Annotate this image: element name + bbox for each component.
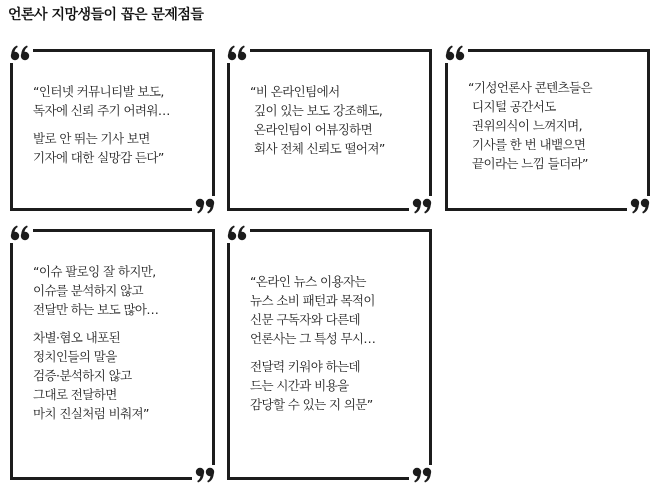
quote-line: 그대로 전달하면 — [33, 387, 117, 402]
quote-paragraph — [33, 328, 206, 423]
quote-line: 끝이라는 느낌 들더라” — [472, 156, 588, 171]
close-quote-icon — [409, 196, 435, 216]
quote-line: “이슈 팔로잉 잘 하지만, — [33, 264, 156, 279]
open-quote-icon — [224, 43, 250, 63]
quote-line: 권위의식이 느껴지며, — [472, 118, 583, 133]
quote-line: 검증·분석하지 않고 — [33, 368, 132, 383]
quote-line: 전달력 키워야 하는데 — [250, 359, 361, 374]
quote-paragraph — [250, 272, 423, 348]
quote-paragraph — [250, 82, 423, 158]
close-quote-icon — [409, 465, 435, 485]
quote-paragraph — [33, 262, 206, 319]
quote-line: 깊이 있는 보도 강조해도, — [254, 103, 383, 118]
quote-paragraph — [250, 357, 423, 414]
quote-text — [250, 82, 423, 158]
quote-line: 언론사는 그 특성 무시… — [250, 331, 376, 346]
quote-line: 이슈를 분석하지 않고 — [33, 283, 144, 298]
quote-line: 기자에 대한 실망감 든다” — [33, 150, 164, 165]
quote-line: “온라인 뉴스 이용자는 — [250, 274, 366, 289]
quote-line: 회사 전체 신뢰도 떨어져” — [254, 141, 385, 156]
quote-card — [10, 229, 215, 480]
open-quote-icon — [442, 43, 468, 63]
close-quote-icon — [192, 465, 218, 485]
quote-card — [227, 49, 432, 211]
quote-line: “인터넷 커뮤니티발 보도, — [33, 84, 164, 99]
quote-paragraph — [33, 129, 206, 167]
close-quote-icon — [192, 196, 218, 216]
quote-line: 디지털 공간서도 — [472, 99, 556, 114]
open-quote-icon — [224, 223, 250, 243]
page-title: 언론사 지망생들이 꼽은 문제점들 — [8, 7, 204, 23]
quote-paragraph — [33, 82, 206, 120]
quote-line: 드는 시간과 비용을 — [250, 378, 349, 393]
quote-card — [445, 49, 650, 211]
quote-line: 온라인팀이 어뷰징하면 — [254, 122, 373, 137]
open-quote-icon — [7, 223, 33, 243]
quote-text — [250, 272, 423, 414]
quote-line: 발로 안 뛰는 기사 보면 — [33, 131, 150, 146]
quote-line: 뉴스 소비 패턴과 목적이 — [250, 293, 375, 308]
quote-line: 독자에 신뢰 주기 어려워… — [33, 103, 170, 118]
quote-line: “비 온라인팀에서 — [250, 84, 340, 99]
quote-line: 기사를 한 번 내뱉으면 — [472, 137, 586, 152]
quote-line: 정치인들의 말을 — [33, 349, 117, 364]
quote-text — [468, 78, 641, 173]
quote-line: 감당할 수 있는 지 의문” — [250, 397, 373, 412]
quote-line: “기성언론사 콘텐츠들은 — [468, 80, 592, 95]
quote-line: 신문 구독자와 다른데 — [250, 312, 361, 327]
quote-paragraph — [468, 78, 641, 173]
quote-text — [33, 262, 206, 423]
quote-text — [33, 82, 206, 167]
quote-line: 차별·혐오 내포된 — [33, 330, 121, 345]
close-quote-icon — [627, 196, 653, 216]
quote-line: 전달만 하는 보도 많아… — [33, 302, 159, 317]
quote-card — [10, 49, 215, 211]
quote-card — [227, 229, 432, 480]
open-quote-icon — [7, 43, 33, 63]
quote-line: 마치 진실처럼 비춰져” — [33, 406, 149, 421]
